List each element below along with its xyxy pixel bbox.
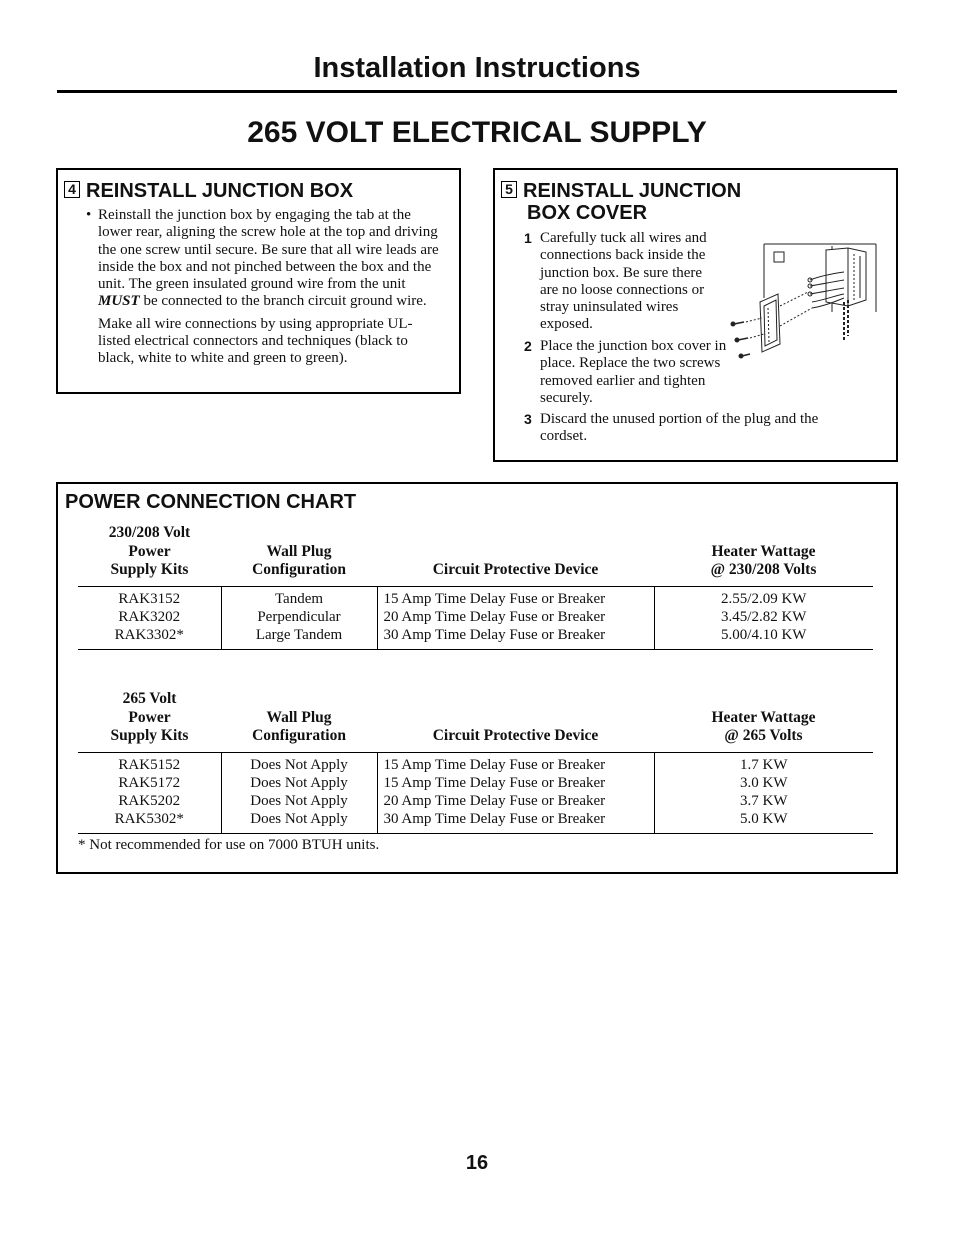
step5-item-3-number: 3	[524, 411, 532, 427]
table2-header-kits: 265 Volt Power Supply Kits	[78, 690, 221, 752]
table1-heaters-cell: 2.55/2.09 KW 3.45/2.82 KW 5.00/4.10 KW	[654, 586, 873, 649]
step4-bullet: •	[86, 207, 92, 223]
page-header-title: Installation Instructions	[313, 52, 641, 84]
table2-kits-cell: RAK5152 RAK5172 RAK5202 RAK5302*	[78, 752, 221, 833]
header-rule	[57, 90, 897, 93]
step4-box	[56, 168, 461, 394]
table1-header-heater: Heater Wattage @ 230/208 Volts	[654, 524, 873, 586]
step5-heading	[501, 180, 741, 224]
table2-header-heater: Heater Wattage @ 265 Volts	[654, 690, 873, 752]
step5-number: 5	[501, 181, 517, 198]
step4-body	[86, 207, 440, 368]
table1-plugs-cell: Tandem Perpendicular Large Tandem	[221, 586, 377, 649]
step4-paragraph-1-b: be connected to the branch circuit ground wire.	[139, 293, 427, 310]
step5-item-3-text: Discard the unused portion of the plug and the cordset.	[540, 411, 819, 445]
table-row	[78, 586, 873, 649]
step5-item-2-number: 2	[524, 338, 532, 354]
step4-paragraph-1-emphasis: MUST	[98, 293, 140, 310]
step4-paragraph-2: Make all wire connections by using appropriate UL-listed electrical connectors and techniques (black to black, white to white and green to green).	[98, 315, 413, 367]
step4-number: 4	[64, 181, 80, 198]
step5-item-1-text: Carefully tuck all wires and connections back inside the junction box. Be sure there are no loose connections or stray uninsulated wires exposed.	[540, 230, 707, 333]
step5-item-1-number: 1	[524, 230, 532, 246]
step4-paragraph-1-a: Reinstall the junction box by engaging the tab at the lower rear, aligning the screw hole at the top and driving the one screw until secure. Be sure that all wire leads are inside the box and not pinched between the box and the unit. The green insulated ground wire from the unit	[98, 207, 439, 293]
power-table-230-208	[78, 524, 873, 650]
table1-header-kits: 230/208 Volt Power Supply Kits	[78, 524, 221, 586]
table2-header-device: Circuit Protective Device	[377, 690, 654, 752]
step4-title: REINSTALL JUNCTION BOX	[86, 180, 354, 202]
step4-paragraph-1	[98, 207, 440, 311]
page-number: 16	[465, 1152, 489, 1174]
table1-devices-cell: 15 Amp Time Delay Fuse or Breaker 20 Amp Time Delay Fuse or Breaker 30 Amp Time Delay Fuse or Breaker	[377, 586, 654, 649]
power-chart-title: POWER CONNECTION CHART	[65, 491, 357, 513]
junction-box-cover-diagram	[728, 236, 888, 366]
section-title: 265 VOLT ELECTRICAL SUPPLY	[247, 116, 707, 149]
table1-header-device: Circuit Protective Device	[377, 524, 654, 586]
table1-kits-cell: RAK3152 RAK3202 RAK3302*	[78, 586, 221, 649]
table1-header-plug: Wall Plug Configuration	[221, 524, 377, 586]
step5-title-line2: BOX COVER	[527, 202, 648, 224]
table2-plugs-cell: Does Not Apply Does Not Apply Does Not Apply Does Not Apply	[221, 752, 377, 833]
step4-heading	[64, 180, 353, 202]
chart-footnote: * Not recommended for use on 7000 BTUH units.	[78, 837, 380, 853]
step5-item-2-text: Place the junction box cover in place. Replace the two screws removed earlier and tighten securely.	[540, 338, 727, 406]
table-row	[78, 752, 873, 833]
step5-title-line1: REINSTALL JUNCTION	[523, 180, 742, 202]
power-table-265	[78, 690, 873, 834]
table2-heaters-cell: 1.7 KW 3.0 KW 3.7 KW 5.0 KW	[654, 752, 873, 833]
table2-header-plug: Wall Plug Configuration	[221, 690, 377, 752]
table2-devices-cell: 15 Amp Time Delay Fuse or Breaker 15 Amp Time Delay Fuse or Breaker 20 Amp Time Delay Fuse or Breaker 30 Amp Time Delay Fuse or Breaker	[377, 752, 654, 833]
